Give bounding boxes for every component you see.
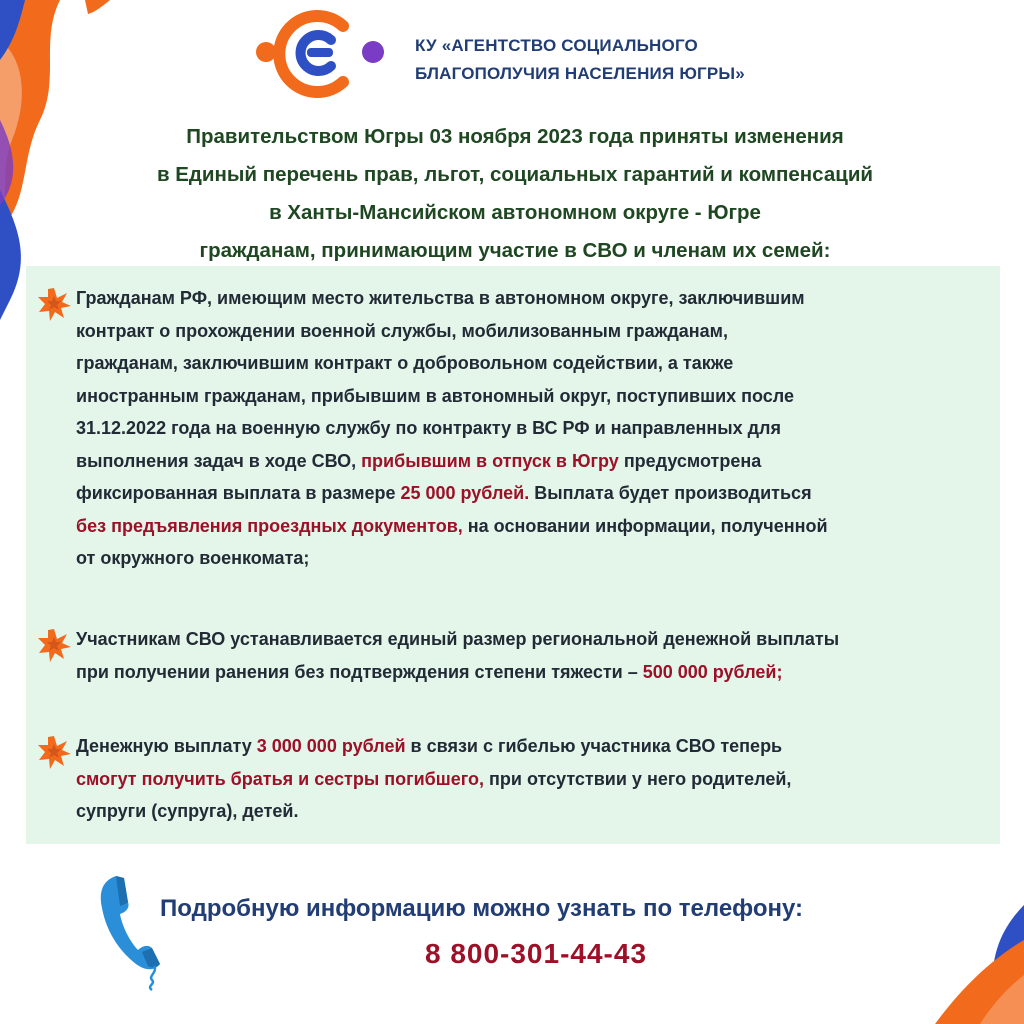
highlight-vacation: прибывшим в отпуск в Югру: [361, 450, 619, 471]
text-line: смогут получить братья и сестры погибшего, при отсутствии у него родителей,: [76, 768, 792, 789]
text-line: контракт о прохождении военной службы, мобилизованным гражданам,: [76, 320, 728, 341]
highlight-amount-3000000: 3 000 000 рублей: [256, 736, 406, 756]
benefit-text-1: [76, 282, 991, 575]
title-line-4: гражданам, принимающим участие в СВО и членам их семей:: [199, 239, 831, 262]
text-line: выполнения задач в ходе СВО, прибывшим в отпуск в Югру предусмотрена: [76, 450, 762, 471]
text-line: Денежную выплату 3 000 000 рублей в связи с гибелью участника СВО теперь: [76, 736, 783, 756]
title-line-2: в Единый перечень прав, льгот, социальных гарантий и компенсаций: [156, 163, 874, 186]
footer-info-text: Подробную информацию можно узнать по телефону:: [160, 895, 804, 922]
text-line: иностранным гражданам, прибывшим в автономный округ, поступивших после: [76, 385, 795, 406]
announcement-title: [80, 118, 950, 270]
title-line-1: Правительством Югры 03 ноября 2023 года приняты изменения: [186, 125, 844, 148]
highlight-no-documents: без предъявления проездных документов,: [76, 515, 463, 536]
text-line: Участникам СВО устанавливается единый размер региональной денежной выплаты: [76, 629, 840, 649]
star-bullet-icon: [36, 627, 72, 663]
phone-number[interactable]: 8 800-301-44-43: [424, 938, 648, 969]
benefits-panel: [26, 266, 1000, 844]
footer-phone-number-row: [0, 938, 1024, 970]
telephone-icon: [96, 868, 170, 992]
highlight-siblings: смогут получить братья и сестры погибшего,: [76, 768, 485, 789]
benefit-text-3: [76, 730, 991, 828]
org-name-line-2: БЛАГОПОЛУЧИЯ НАСЕЛЕНИЯ ЮГРЫ»: [415, 64, 745, 83]
text-line: без предъявления проездных документов, на основании информации, полученной: [76, 515, 828, 536]
logo-mark: [255, 4, 385, 104]
org-name-line-1: КУ «АГЕНТСТВО СОЦИАЛЬНОГО: [415, 36, 698, 55]
highlight-amount-25000: 25 000 рублей.: [400, 483, 530, 503]
text-line: от окружного военкомата;: [76, 548, 310, 568]
benefit-text-2: [76, 623, 991, 688]
title-line-3: в Ханты-Мансийском автономном округе - Югре: [269, 201, 761, 224]
text-line: Гражданам РФ, имеющим место жительства в автономном округе, заключившим: [76, 288, 805, 308]
star-bullet-icon: [36, 734, 72, 770]
text-line: при получении ранения без подтверждения степени тяжести – 500 000 рублей;: [76, 661, 783, 682]
organization-name: [415, 32, 745, 88]
text-line: гражданам, заключившим контракт о добровольном содействии, а также: [76, 353, 734, 373]
text-line: 31.12.2022 года на военную службу по контракту в ВС РФ и направленных для: [76, 418, 781, 438]
star-bullet-icon: [36, 286, 72, 322]
highlight-amount-500000: 500 000 рублей;: [642, 661, 783, 682]
text-line: фиксированная выплата в размере 25 000 рублей. Выплата будет производиться: [76, 483, 812, 503]
text-line: супруги (супруга), детей.: [76, 801, 299, 821]
